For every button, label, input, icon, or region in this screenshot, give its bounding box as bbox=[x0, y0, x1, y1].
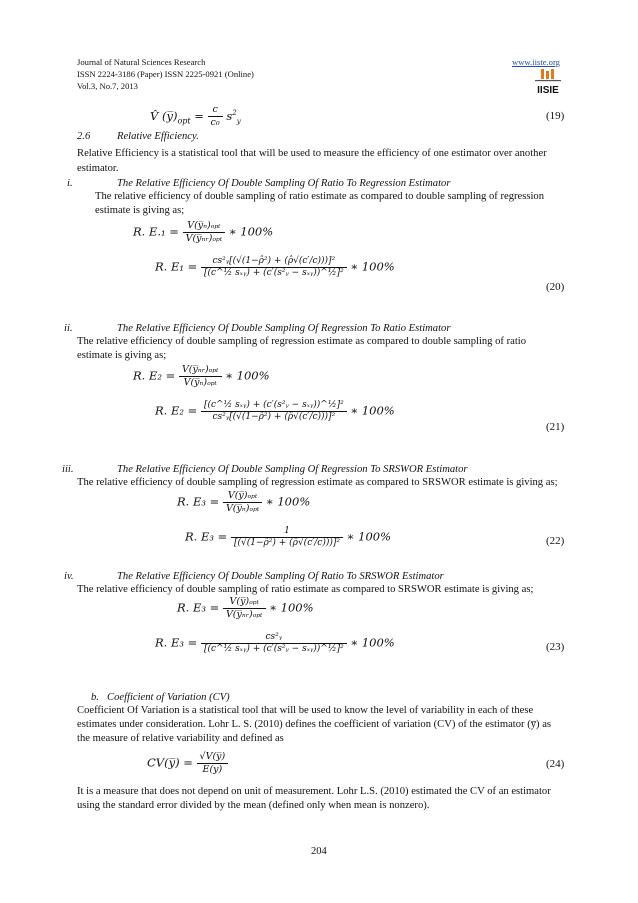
eq22-number: (22) bbox=[546, 535, 565, 547]
eq23-number: (23) bbox=[546, 641, 565, 653]
iiste-logo bbox=[533, 69, 563, 100]
section-number: 2.6 bbox=[77, 131, 91, 142]
item-ii-definition: R. E₂ = $\frac{\text{V(y̅ₙᵣ)ₒₚₜ}}{\text{V(y̅ₙ)ₒₚₜ}}$ ∗ 100% bbox=[133, 364, 270, 388]
section-intro: Relative Efficiency is a statistical tool that will be used to measure the efficiency of one estimator over another estimator. bbox=[77, 148, 547, 174]
item-i-title: The Relative Efficiency Of Double Sampling Of Ratio To Regression Estimator bbox=[117, 178, 451, 189]
eq19-num: c bbox=[212, 104, 218, 115]
equation-20: R. E₁ = $\frac{\text{cs²ᵧ[(√(1−ρ̂²) + (ρ̂√(c′/c)))]²}}{\text{[(c\textasciicircum{}½ sₓᵧ) + (c′(s²ᵧ − sₓᵧ))\textasciicircum{}½]²}}$ ∗ 100% bbox=[155, 256, 395, 278]
item-iii-body-1: The relative efficiency of double sampling of regression estimate as compared to SRSWOR estimate is giving as; bbox=[77, 477, 558, 488]
item-iii-title: The Relative Efficiency Of Double Sampling Of Regression To SRSWOR Estimator bbox=[117, 464, 468, 475]
cv-line-2: estimates under consideration. Lohr L. S. (2010) defines the coefficient of variation (CV) of the estimator (y̅) as bbox=[77, 719, 552, 730]
eq21-number: (21) bbox=[546, 421, 565, 433]
equation-21: R. E₂ = $\frac{\text{[(c\textasciicircum{}½ sₓᵧ) + (c′(s²ᵧ − sₓᵧ))\textasciicircum{}½]²}}{\text{cs²ᵧ[(√(1−ρ̂²) + (ρ̂√(c′/c)))]²}}$ ∗ 100% bbox=[155, 400, 395, 422]
eq24-number: (24) bbox=[546, 758, 565, 770]
cv-after-2: using the standard error divided by the mean (defined only when mean is nonzero). bbox=[77, 800, 430, 811]
cv-line-1: Coefficient Of Variation is a statistical tool that will be used to know the level of variability in each of these bbox=[77, 705, 534, 716]
equation-23: R. E₃ = $\frac{\text{cs²ᵧ}}{\text{[(c\textasciicircum{}½ sₓᵧ) + (c′(s²ᵧ − sₓᵧ))\textasciicircum{}½]²}}$ ∗ 100% bbox=[155, 632, 395, 654]
item-ii-title: The Relative Efficiency Of Double Sampling Of Regression To Ratio Estimator bbox=[117, 323, 451, 334]
item-iv-body-1: The relative efficiency of double sampling of ratio estimate as compared to SRSWOR estimate is giving as; bbox=[77, 584, 534, 595]
journal-issn: ISSN 2224-3186 (Paper) ISSN 2225-0921 (Online) bbox=[77, 69, 254, 79]
journal-name: Journal of Natural Sciences Research bbox=[77, 57, 206, 67]
eq19-den: c₀ bbox=[208, 116, 223, 129]
item-iv-roman: iv. bbox=[64, 571, 74, 582]
item-i-definition: R. E.₁ = $\frac{\text{V(y̅ₙ)ₒₚₜ}}{\text{V(y̅ₙᵣ)ₒₚₜ}}$ ∗ 100% bbox=[133, 220, 274, 244]
item-i-body-1: The relative efficiency of double sampling of ratio estimate as compared to double sampling of regression bbox=[95, 191, 545, 202]
item-i-roman: i. bbox=[67, 178, 73, 189]
equation-19: V̂ $(y̅)_{opt}$ = $\frac{c}{\text{c₀}}$ $s^2_y$ bbox=[150, 104, 241, 128]
logo-text: IISIE bbox=[537, 85, 559, 95]
equation-22: R. E₃ = $\frac{1}{\text{[(√(1−ρ̂²) + (ρ̂√(c′/c)))]²}}$ ∗ 100% bbox=[185, 526, 392, 548]
item-ii-body-2: estimate is giving as; bbox=[77, 350, 167, 361]
page-number: 204 bbox=[311, 846, 327, 857]
cv-label: b. bbox=[91, 692, 99, 703]
section-title: Relative Efficiency. bbox=[117, 131, 199, 142]
item-iii-roman: iii. bbox=[62, 464, 74, 475]
cv-title: Coefficient of Variation (CV) bbox=[107, 692, 230, 703]
cv-after-1: It is a measure that does not depend on unit of measurement. Lohr L.S. (2010) estimated the CV of an estimator bbox=[77, 786, 551, 797]
item-i-body-2: estimate is giving as; bbox=[95, 205, 185, 216]
journal-url-link[interactable]: www.iiste.org bbox=[512, 57, 560, 67]
item-iii-definition: R. E₃ = $\frac{\text{V(y̅)ₒₚₜ}}{\text{V(y̅ₙ)ₒₚₜ}}$ ∗ 100% bbox=[177, 490, 311, 514]
iiste-logo-mark bbox=[533, 69, 563, 95]
eq20-number: (20) bbox=[546, 281, 565, 293]
cv-line-3: the measure of relative variability and defined as bbox=[77, 733, 284, 744]
item-ii-body-1: The relative efficiency of double sampling of regression estimate as compared to double sampling of ratio bbox=[77, 336, 527, 347]
item-ii-roman: ii. bbox=[64, 323, 73, 334]
eq19-number: (19) bbox=[546, 110, 565, 122]
item-iv-definition: R. E₃ = $\frac{\text{V(y̅)ₒₚₜ}}{\text{V(y̅ₙᵣ)ₒₚₜ}}$ ∗ 100% bbox=[177, 596, 314, 620]
item-iv-title: The Relative Efficiency Of Double Sampling Of Ratio To SRSWOR Estimator bbox=[117, 571, 444, 582]
journal-volume: Vol.3, No.7, 2013 bbox=[77, 81, 138, 91]
equation-24: CV(y̅) = $\frac{√V(y̅)}{E(y)}$ bbox=[147, 751, 228, 776]
